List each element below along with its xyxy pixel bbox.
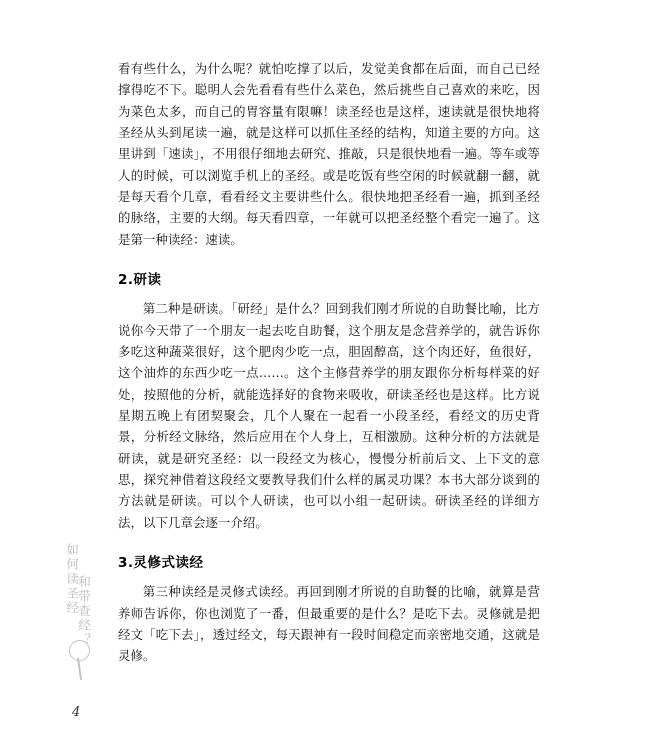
section-heading-devotional: 3.灵修式读经 xyxy=(118,554,204,571)
magnifier-icon xyxy=(63,640,97,686)
page-number: 4 xyxy=(72,705,81,720)
section-heading-research: 2.研读 xyxy=(118,271,162,288)
magnifier-lens-icon xyxy=(69,640,90,661)
paragraph-devotional: 第三种读经是灵修式读经。再回到刚才所说的自助餐的比喻，就算是营养师告诉你，你也浏览了一番，但最重要的是什么？是吃下去。灵修就是把经文「吃下去」，透过经文，每天跟神有一段时间稳定而亲密地交通，这就是灵修。 xyxy=(118,584,540,664)
side-title-line-2: 和带查经？ xyxy=(76,575,92,648)
page-content xyxy=(118,58,540,681)
paragraph-intro: 看有些什么，为什么呢？就怕吃撑了以后，发觉美食都在后面，而自己已经撑得吃不下。聪明人会先看看有些什么菜色，然后挑些自己喜欢的来吃，因为菜色太多，而自己的胃容量有限嘛！读圣经也是这样，速读就是很快地将圣经从头到尾读一遍，就是这样可以抓住圣经的结构，知道主要的方向。这里讲到「速读」，不用很仔细地去研究、推敲，只是很快地看一遍。等车或等人的时候，可以浏览手机上的圣经。或是吃饭有些空闲的时候就翻一翻，就是每天看个几章，看看经文主要讲些什么。很快地把圣经看一遍，抓到圣经的脉络，主要的大纲。每天看四章，一年就可以把圣经整个看完一遍了。这是第一种读经：速读。 xyxy=(118,61,540,247)
paragraph-research: 第二种是研读。「研经」是什么？回到我们刚才所说的自助餐比喻，比方说你今天带了一个朋友一起去吃自助餐，这个朋友是念营养学的，就告诉你多吃这种蔬菜很好，这个肥肉少吃一点，胆固醇高，这个肉还好，鱼很好，这个油炸的东西少吃一点……。这个主修营养学的朋友跟你分析每样菜的好处，按照他的分析，就能选择好的食物来吸收，研读圣经也是这样。比方说星期五晚上有团契聚会，几个人聚在一起看一小段圣经，看经文的历史背景，分析经文脉络，然后应用在个人身上，互相激励。这种分析的方法就是研读，就是研究圣经：以一段经文为核心，慢慢分析前后文、上下文的意思，探究神借着这段经文要教导我们什么样的属灵功课？本书大部分谈到的方法就是研读。可以个人研读，也可以小组一起研读。研读圣经的详细方法，以下几章会逐一介绍。 xyxy=(118,301,540,530)
side-title-line-1: 如何读圣经 xyxy=(64,543,80,616)
magnifier-handle-icon xyxy=(77,658,82,680)
